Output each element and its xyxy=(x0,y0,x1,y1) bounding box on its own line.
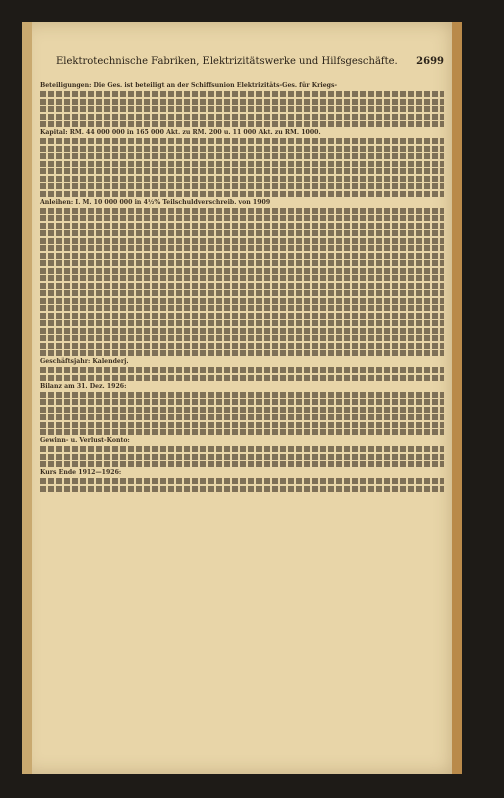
section-kurs: Kurs Ende 1912—1926: xyxy=(40,469,122,476)
page-gutter xyxy=(22,22,32,774)
text-line xyxy=(40,114,444,120)
section-bilanz: Bilanz am 31. Dez. 1926: xyxy=(40,382,127,390)
section-geschaeftsjahr: Geschäftsjahr: Kalenderj. xyxy=(40,358,129,365)
text-line xyxy=(40,99,444,105)
text-line xyxy=(40,91,444,97)
section-kapital: Kapital: RM. 44 000 000 in 165 000 Akt. zu RM. 200 u. 11 000 Akt. zu RM. 1000. xyxy=(40,129,321,136)
section-anleihen: Anleihen: I. M. 10 000 000 in 4½% Teilschuldverschreib. von 1909 xyxy=(40,198,271,206)
text-line xyxy=(40,106,444,112)
page-body-text xyxy=(40,80,444,780)
page-edge xyxy=(452,22,462,774)
page-header xyxy=(56,56,444,72)
page-number: 2699 xyxy=(416,56,444,67)
section-gewinn-verlust: Gewinn- u. Verlust-Konto: xyxy=(40,437,130,444)
section-beteiligungen: Beteiligungen: Die Ges. ist beteiligt an der Schiffsunion Elektrizitäts-Ges. für Kriegs- xyxy=(40,82,338,89)
text-line xyxy=(40,121,444,127)
book-page xyxy=(22,22,452,774)
running-title: Elektrotechnische Fabriken, Elektrizitätswerke und Hilfsgeschäfte. xyxy=(56,56,398,67)
